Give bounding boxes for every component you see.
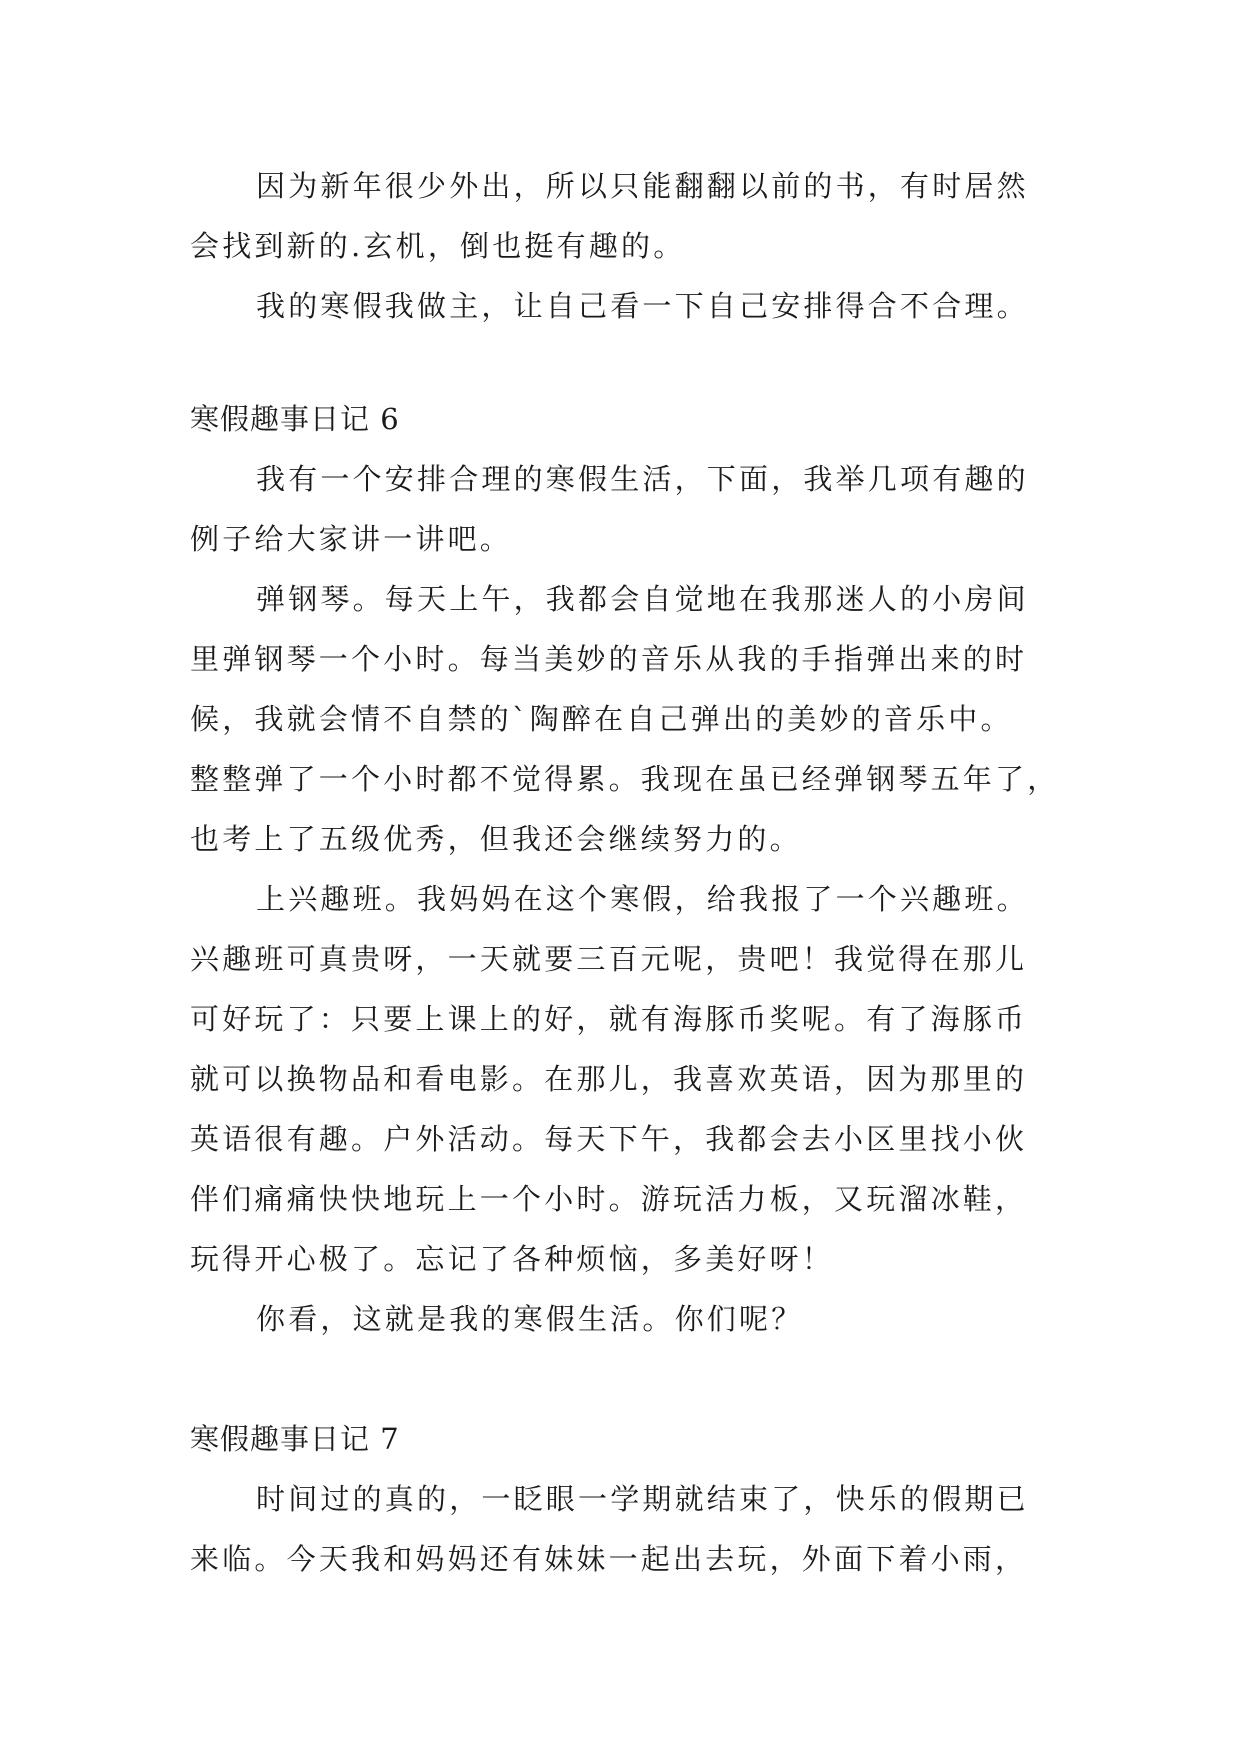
paragraph-line: 就可以换物品和看电影。在那儿，我喜欢英语，因为那里的 — [190, 1062, 1028, 1096]
paragraph-line: 伴们痛痛快快地玩上一个小时。游玩活力板，又玩溜冰鞋， — [190, 1182, 1028, 1216]
paragraph-line: 你看，这就是我的寒假生活。你们呢？ — [256, 1302, 804, 1336]
paragraph-line: 玩得开心极了。忘记了各种烦恼，多美好呀！ — [190, 1242, 835, 1276]
paragraph-line: 会找到新的.玄机，倒也挺有趣的。 — [190, 229, 686, 263]
paragraph-line: 因为新年很少外出，所以只能翻翻以前的书，有时居然 — [256, 169, 1029, 203]
paragraph-line: 里弹钢琴一个小时。每当美妙的音乐从我的手指弹出来的时 — [190, 642, 1028, 676]
paragraph-line: 时间过的真的，一眨眼一学期就结束了，快乐的假期已 — [256, 1482, 1029, 1516]
paragraph-line: 弹钢琴。每天上午，我都会自觉地在我那迷人的小房间 — [256, 582, 1029, 616]
paragraph-line: 我有一个安排合理的寒假生活，下面，我举几项有趣的 — [256, 462, 1029, 496]
paragraph-line: 候，我就会情不自禁的`陶醉在自己弹出的美妙的音乐中。 — [190, 702, 1013, 736]
paragraph-line: 兴趣班可真贵呀，一天就要三百元呢，贵吧！我觉得在那儿 — [190, 942, 1028, 976]
paragraph-line: 来临。今天我和妈妈还有妹妹一起出去玩，外面下着小雨， — [190, 1542, 1028, 1576]
paragraph-line: 上兴趣班。我妈妈在这个寒假，给我报了一个兴趣班。 — [256, 882, 1029, 916]
section-heading: 寒假趣事日记 6 — [190, 402, 400, 436]
paragraph-line: 例子给大家讲一讲吧。 — [190, 522, 513, 556]
paragraph-line: 可好玩了：只要上课上的好，就有海豚币奖呢。有了海豚币 — [190, 1002, 1028, 1036]
paragraph-line: 也考上了五级优秀，但我还会继续努力的。 — [190, 822, 802, 856]
paragraph-line: 英语很有趣。户外活动。每天下午，我都会去小区里找小伙 — [190, 1122, 1028, 1156]
paragraph-line: 我的寒假我做主，让自己看一下自己安排得合不合理。 — [256, 289, 1029, 323]
section-heading: 寒假趣事日记 7 — [190, 1422, 400, 1456]
paragraph-line: 整整弹了一个小时都不觉得累。我现在虽已经弹钢琴五年了， — [190, 762, 1060, 796]
